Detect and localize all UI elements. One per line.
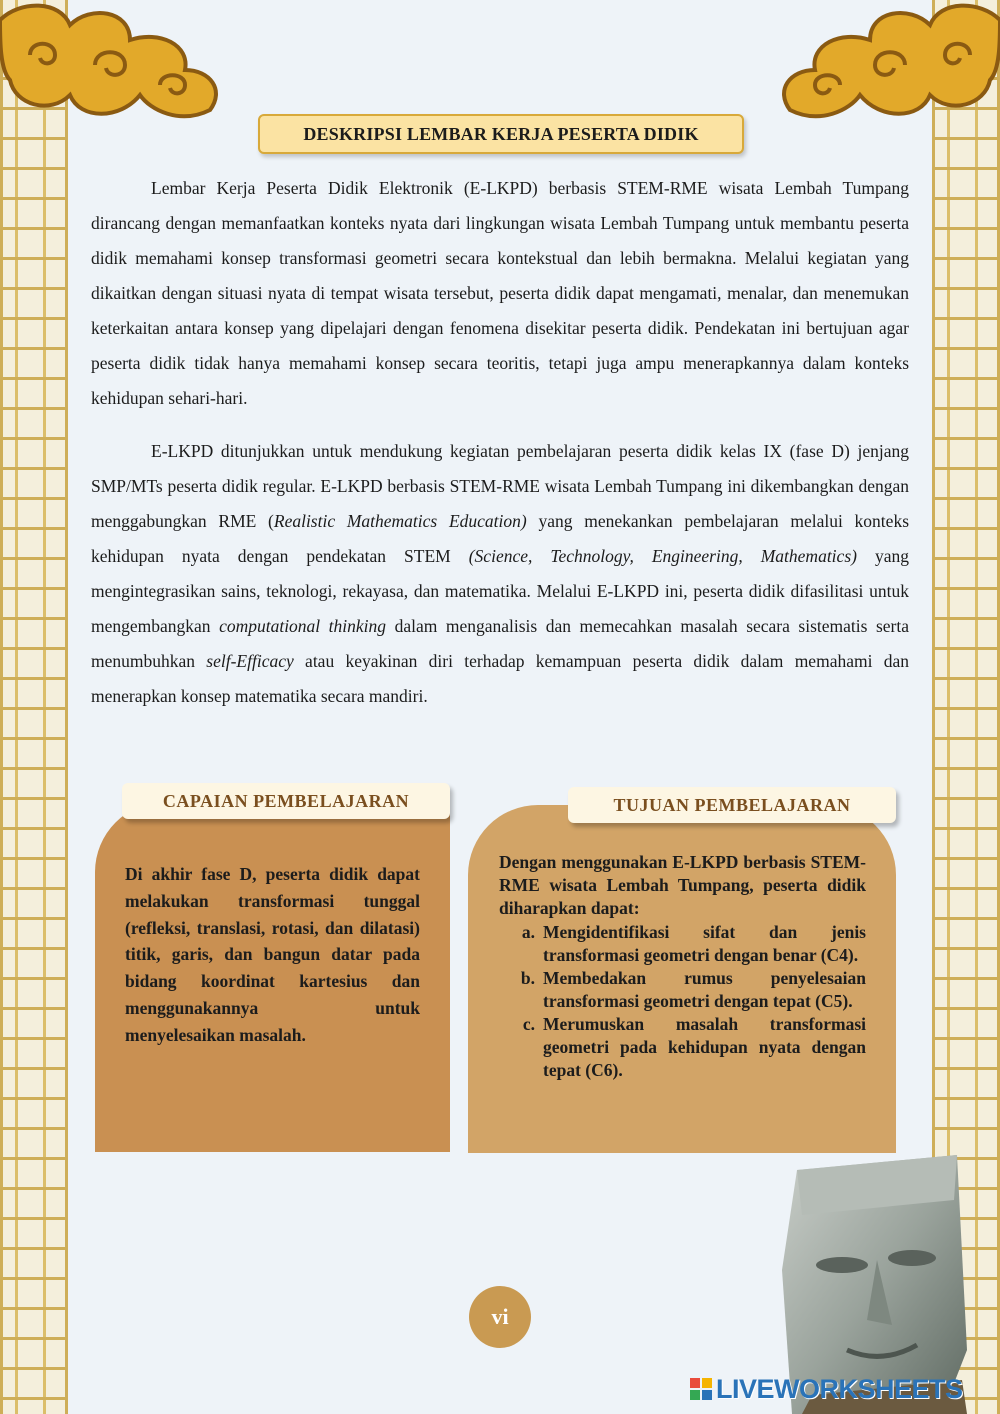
cloud-ornament-right (770, 0, 1000, 130)
page-title: DESKRIPSI LEMBAR KERJA PESERTA DIDIK (258, 114, 744, 154)
description-paragraph-1: Lembar Kerja Peserta Didik Elektronik (E-LKPD) berbasis STEM-RME wisata Lembah Tumpang dirancang dengan memanfaatkan konteks nyata dari lingkungan wisata Lembah Tumpang untuk membantu peserta didik memahami konsep transformasi geometri secara kontekstual dan lebih bermakna. Melalui kegiatan yang dikaitkan dengan situasi nyata di tempat wisata tersebut, peserta didik dapat mengamati, menalar, dan menemukan keterkaitan antara konsep yang dipelajari dengan fenomena disekitar peserta didik. Pendekatan ini bertujuan agar peserta didik tidak hanya memahami konsep secara teoritis, tetapi juga ampu menerapkannya dalam konteks kehidupan sehari-hari. (91, 178, 909, 408)
tujuan-label: TUJUAN PEMBELAJARAN (568, 787, 896, 823)
decorative-border-left (0, 0, 68, 1414)
capaian-label: CAPAIAN PEMBELAJARAN (122, 783, 450, 819)
list-item: b. Membedakan rumus penyelesaian transformasi geometri dengan tepat (C5). (520, 968, 866, 1011)
page-number: vi (469, 1286, 531, 1348)
tujuan-intro: Dengan menggunakan E-LKPD berbasis STEM-RME wisata Lembah Tumpang, peserta didik diharapkan dapat: (499, 852, 866, 918)
liveworksheets-logo (690, 1372, 963, 1406)
liveworksheets-brand-text: LIVEWORKSHEETS (716, 1373, 963, 1404)
list-item: a. Mengidentifikasi sifat dan jenis transformasi geometri dengan benar (C4). (521, 922, 866, 965)
cloud-ornament-left (0, 0, 230, 130)
tujuan-list (499, 921, 866, 1082)
description-paragraph-2: E-LKPD ditunjukkan untuk mendukung kegiatan pembelajaran peserta didik kelas IX (fase D) jenjang SMP/MTs peserta didik regular. E-LKPD berbasis STEM-RME wisata Lembah Tumpang ini dikembangkan dengan menggabungkan RME (Realistic Mathematics Education) yang menekankan pembelajaran melalui konteks kehidupan nyata dengan pendekatan STEM (Science, Technology, Engineering, Mathematics) yang mengintegrasikan sains, teknologi, rekayasa, dan matematika. Melalui E-LKPD ini, peserta didik difasilitasi untuk mengembangkan computational thinking dalam menganalisis dan memecahkan masalah secara sistematis serta menumbuhkan self-Efficacy atau keyakinan diri terhadap kemampuan peserta didik dalam memahami dan menerapkan konsep matematika secara mandiri. (91, 441, 910, 706)
capaian-text: Di akhir fase D, peserta didik dapat melakukan transformasi tunggal (refleksi, translasi, rotasi, dan dilatasi) titik, garis, dan bangun datar pada bidang koordinat kartesius dan menggunakannya untuk menyelesaikan masalah. (125, 864, 420, 1045)
list-item: c. Merumuskan masalah transformasi geometri pada kehidupan nyata dengan tepat (C6). (522, 1014, 866, 1080)
liveworksheets-mark-icon (690, 1378, 712, 1400)
